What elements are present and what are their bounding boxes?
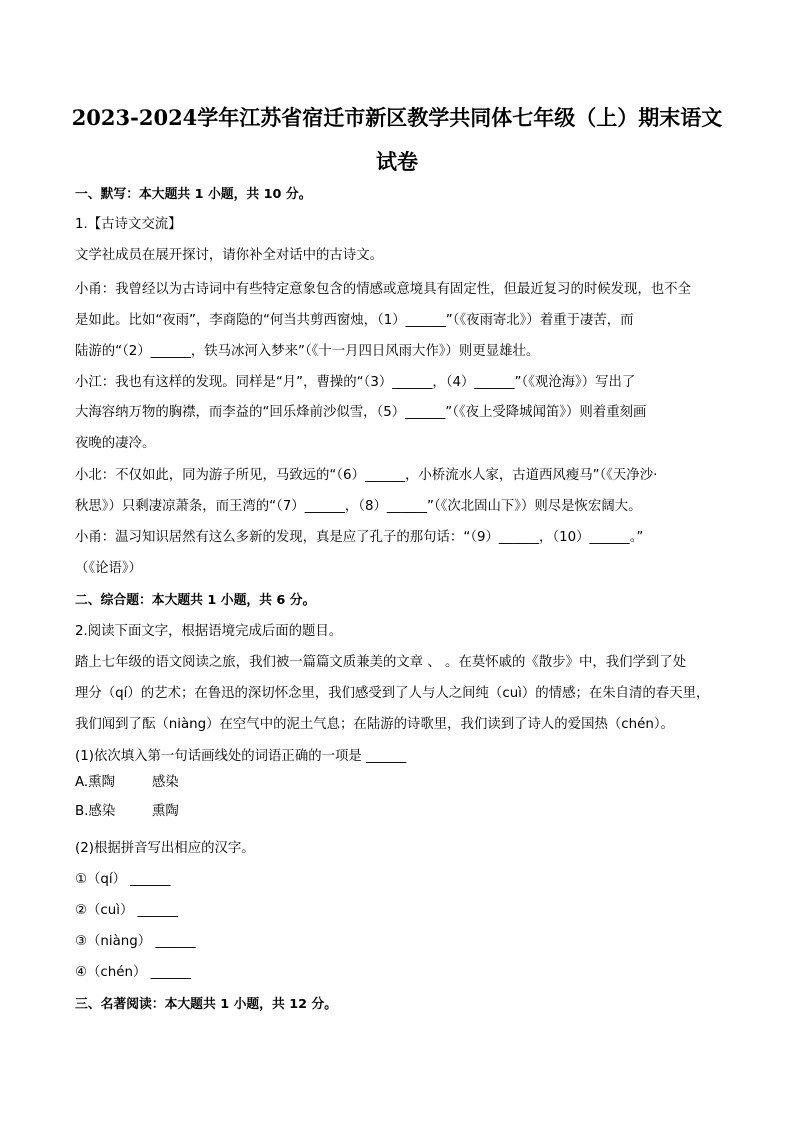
exam-title-line2: 试卷 (376, 149, 418, 174)
option-b-label: B.感染 (75, 804, 116, 819)
dialogue-paragraph-4-line-1: 小甬：温习知识居然有这么多新的发现，真是应了孔子的那句话：“（9）______，（10）______。” (75, 530, 644, 545)
option-a-word-2: 感染 (152, 775, 179, 790)
pinyin-item-1: ①（qí） ______ (75, 872, 171, 887)
option-a-label: A.熏陶 (75, 775, 115, 790)
dialogue-paragraph-2-line-1: 小江：我也有这样的发现。同样是“月”，曹操的“（3）______，（4）______”（《观沧海》）写出了 (75, 375, 636, 390)
dialogue-paragraph-1-line-2: 是如此。比如“夜雨”，李商隐的“何当共剪西窗烛，（1）______”（《夜雨寄北》）着重于凄苦，而 (75, 313, 634, 328)
question-2-passage-line-1: 踏上七年级的语文阅读之旅，我们被一篇篇文质兼美的文章 、 。在莫怀戚的《散步》中，我们学到了处 (75, 655, 687, 670)
dialogue-paragraph-2-line-2: 大海容纳万物的胸襟，而李益的“回乐烽前沙似雪，（5）______”（《夜上受降城闻笛》）则着重刻画 (75, 405, 647, 420)
option-b (75, 803, 275, 821)
question-2-passage-line-3: 我们闻到了酝（niàng）在空气中的泥土气息；在陆游的诗歌里，我们读到了诗人的爱国热（chén）。 (75, 717, 674, 732)
dialogue-paragraph-3-line-2: 秋思》）只剩凄凉萧条，而王湾的“（7）______，（8）______”（《次北固山下》）则尽是恢宏阔大。 (75, 499, 642, 514)
section-2-heading: 二、综合题：本大题共 1 小题，共 6 分。 (75, 593, 316, 608)
dialogue-paragraph-1-line-1: 小甬：我曾经以为古诗词中有些特定意象包含的情感或意境具有固定性，但最近复习的时候发现，也不全 (75, 282, 691, 297)
subquestion-1: (1)依次填入第一句话画线处的词语正确的一项是 ______ (75, 749, 407, 764)
dialogue-paragraph-1-line-3: 陆游的“（2）______，铁马冰河入梦来”（《十一月四日风雨大作》）则更显雄壮。 (75, 344, 540, 359)
pinyin-item-4: ④（chén） ______ (75, 965, 191, 980)
pinyin-item-2: ②（cuì） ______ (75, 903, 178, 918)
dialogue-paragraph-3-line-1: 小北：不仅如此，同为游子所见，马致远的“（6）______，小桥流水人家，古道西风瘦马”（《天净沙· (75, 468, 658, 483)
dialogue-paragraph-2-line-3: 夜晚的凄冷。 (75, 436, 156, 451)
exam-title-line1: 2023-2024学年江苏省宿迁市新区教学共同体七年级（上）期末语文 (71, 105, 723, 130)
section-1-heading: 一、默写：本大题共 1 小题，共 10 分。 (75, 187, 312, 202)
dialogue-paragraph-4-line-2: （《论语》） (75, 561, 142, 576)
question-1-heading: 1.【古诗文交流】 (75, 217, 182, 232)
section-3-heading: 三、名著阅读：本大题共 1 小题，共 12 分。 (75, 997, 338, 1012)
option-a (75, 774, 275, 792)
subquestion-2: (2)根据拼音写出相应的汉字。 (75, 841, 255, 856)
option-b-word-2: 熏陶 (152, 804, 179, 819)
question-1-intro: 文学社成员在展开探讨，请你补全对话中的古诗文。 (75, 248, 383, 263)
question-2-passage-line-2: 理分（qí）的艺术；在鲁迅的深切怀念里，我们感受到了人与人之间纯（cuì）的情感；在朱自清的春天里， (75, 686, 710, 701)
pinyin-item-3: ③（niàng） ______ (75, 934, 196, 949)
question-2-heading: 2.阅读下面文字，根据语境完成后面的题目。 (75, 624, 343, 639)
